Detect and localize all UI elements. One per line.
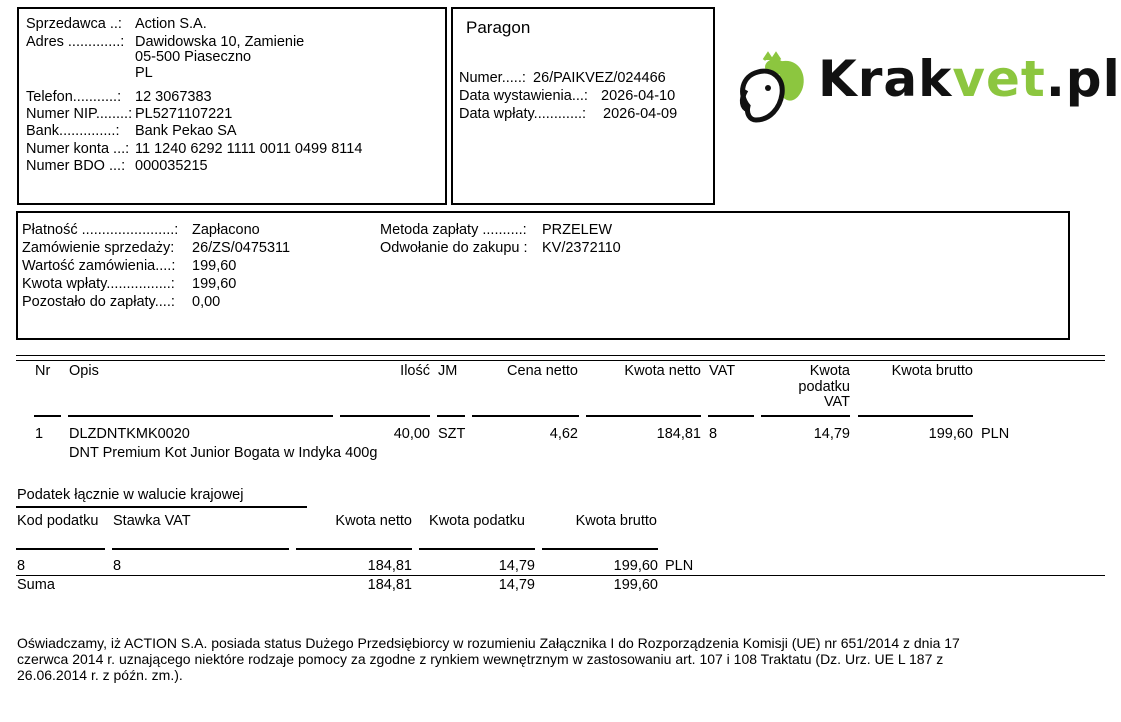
tax-title-underline	[16, 506, 307, 508]
item-vat-rate: 8	[709, 426, 718, 442]
seller-field-value: PL5271107221	[135, 106, 233, 122]
payment-field-label: Zamówienie sprzedaży:	[22, 240, 175, 256]
seller-field-label: Adres .............:	[26, 34, 125, 50]
seller-field-value: Action S.A.	[135, 16, 207, 32]
sum-podatek: 14,79	[498, 577, 535, 593]
seller-field-value: 05-500 Piaseczno	[135, 49, 252, 65]
tax-row-brutto: 199,60	[613, 558, 658, 574]
dog-cat-logo-icon	[738, 50, 810, 126]
col-header-podatek-2: podatku	[798, 379, 850, 395]
item-currency: PLN	[981, 426, 1010, 442]
logo-text-krak: Krak	[818, 50, 953, 108]
seller-field-label: Numer BDO ...:	[26, 158, 126, 174]
payment-field-value: 199,60	[192, 258, 237, 274]
sum-rule	[16, 575, 1105, 576]
item-quantity: 40,00	[393, 426, 430, 442]
logo-text-pl: .pl	[1045, 50, 1121, 108]
payment-field-value: 0,00	[192, 294, 221, 310]
item-amount-net: 184,81	[656, 426, 701, 442]
sum-netto: 184,81	[367, 577, 412, 593]
seller-field-value: 000035215	[135, 158, 208, 174]
payment-method-field-value: KV/2372110	[542, 240, 621, 256]
col-header-jm: JM	[438, 363, 458, 379]
item-amount-gross: 199,60	[928, 426, 973, 442]
tax-row-netto: 184,81	[367, 558, 412, 574]
payment-field-value: 199,60	[192, 276, 237, 292]
footer-line-1: Oświadczamy, iż ACTION S.A. posiada status Dużego Przedsiębiorcy w rozumieniu Załącznika I do Rozporządzenia Komisji (UE) nr 651/2014 z dnia 17	[17, 635, 960, 651]
item-tax-amount: 14,79	[813, 426, 850, 442]
payment-method-field-label: Odwołanie do zakupu :	[380, 240, 528, 256]
item-code: DLZDNTKMK0020	[69, 426, 190, 442]
tax-row-currency: PLN	[665, 558, 694, 574]
tax-header-brutto: Kwota brutto	[575, 513, 657, 529]
payment-field-label: Kwota wpłaty................:	[22, 276, 175, 292]
items-top-rule-2	[16, 360, 1105, 361]
col-header-brutto: Kwota brutto	[891, 363, 973, 379]
tax-header-kod: Kod podatku	[17, 513, 99, 529]
tax-col-underline-netto	[296, 548, 412, 550]
seller-field-label: Numer konta ...:	[26, 141, 130, 157]
document-field-value: 26/PAIKVEZ/024466	[533, 70, 666, 86]
seller-field-value: 12 3067383	[135, 89, 212, 105]
document-field-label: Data wystawienia...:	[459, 88, 588, 104]
seller-field-label: Telefon...........:	[26, 89, 122, 105]
col-header-ilosc: Ilość	[400, 363, 430, 379]
col-underline-jm	[437, 415, 465, 417]
payment-method-field-value: PRZELEW	[542, 222, 613, 238]
tax-row-stawka: 8	[113, 558, 122, 574]
tax-row-kod: 8	[17, 558, 26, 574]
seller-field-value: 11 1240 6292 1111 0011 0499 8114	[135, 141, 363, 157]
seller-field-value: PL	[135, 65, 153, 81]
footer-line-3: 26.06.2014 r. z późn. zm.).	[17, 667, 183, 683]
payment-field-value: 26/ZS/0475311	[192, 240, 291, 256]
document-field-value: 2026-04-09	[603, 106, 678, 122]
tax-row-podatek: 14,79	[498, 558, 535, 574]
col-underline-netto	[586, 415, 701, 417]
payment-field-label: Pozostało do zapłaty....:	[22, 294, 175, 310]
seller-field-value: Dawidowska 10, Zamienie	[135, 34, 305, 50]
item-unit: SZT	[438, 427, 466, 442]
sum-label: Suma	[17, 577, 55, 593]
seller-field-label: Numer NIP........:	[26, 106, 133, 122]
col-header-podatek-3: VAT	[823, 394, 850, 410]
payment-field-label: Wartość zamówienia....:	[22, 258, 176, 274]
col-underline-nr	[34, 415, 61, 417]
logo-text-vet: vet	[952, 50, 1046, 108]
seller-field-label: Bank..............:	[26, 123, 120, 139]
footer-line-2: czerwca 2014 r. uznającego niektóre rodzaje pomocy za zgodne z rynkiem wewnętrznym w zastosowaniu art. 107 i 108 Traktatu (Dz. Urz. UE L 187 z	[17, 651, 944, 667]
col-underline-opis	[68, 415, 333, 417]
item-price-net: 4,62	[549, 426, 578, 442]
document-field-label: Data wpłaty............:	[459, 106, 587, 122]
col-header-vat: VAT	[709, 363, 736, 379]
tax-header-podatek: Kwota podatku	[429, 513, 525, 529]
items-top-rule	[16, 355, 1105, 356]
document-title: Paragon	[466, 18, 531, 37]
sum-brutto: 199,60	[613, 577, 658, 593]
tax-col-underline-podatek	[419, 548, 535, 550]
col-underline-podatek	[761, 415, 850, 417]
tax-col-underline-kod	[16, 548, 105, 550]
payment-field-value: Zapłacono	[192, 222, 260, 238]
item-nr: 1	[35, 426, 44, 442]
col-header-podatek-1: Kwota	[809, 363, 850, 379]
col-header-nr: Nr	[35, 363, 51, 379]
col-underline-cena	[472, 415, 579, 417]
col-underline-ilosc	[340, 415, 430, 417]
tax-col-underline-brutto	[542, 548, 658, 550]
col-header-cena: Cena netto	[507, 363, 578, 379]
col-underline-brutto	[858, 415, 973, 417]
col-header-opis: Opis	[69, 363, 99, 379]
tax-header-netto: Kwota netto	[335, 513, 412, 529]
seller-field-value: Bank Pekao SA	[135, 123, 237, 139]
item-description: DNT Premium Kot Junior Bogata w Indyka 400g	[69, 445, 378, 461]
tax-summary-title: Podatek łącznie w walucie krajowej	[17, 487, 244, 503]
document-field-value: 2026-04-10	[601, 88, 676, 104]
payment-field-label: Płatność .......................:	[22, 222, 179, 238]
col-header-netto: Kwota netto	[624, 363, 701, 379]
col-underline-vat	[708, 415, 754, 417]
seller-field-label: Sprzedawca ..:	[26, 16, 122, 32]
payment-method-field-label: Metoda zapłaty ..........:	[380, 222, 527, 238]
tax-header-stawka: Stawka VAT	[113, 513, 191, 529]
document-field-label: Numer.....:	[459, 70, 526, 86]
tax-col-underline-stawka	[112, 548, 289, 550]
krakvet-logo	[738, 50, 1121, 126]
